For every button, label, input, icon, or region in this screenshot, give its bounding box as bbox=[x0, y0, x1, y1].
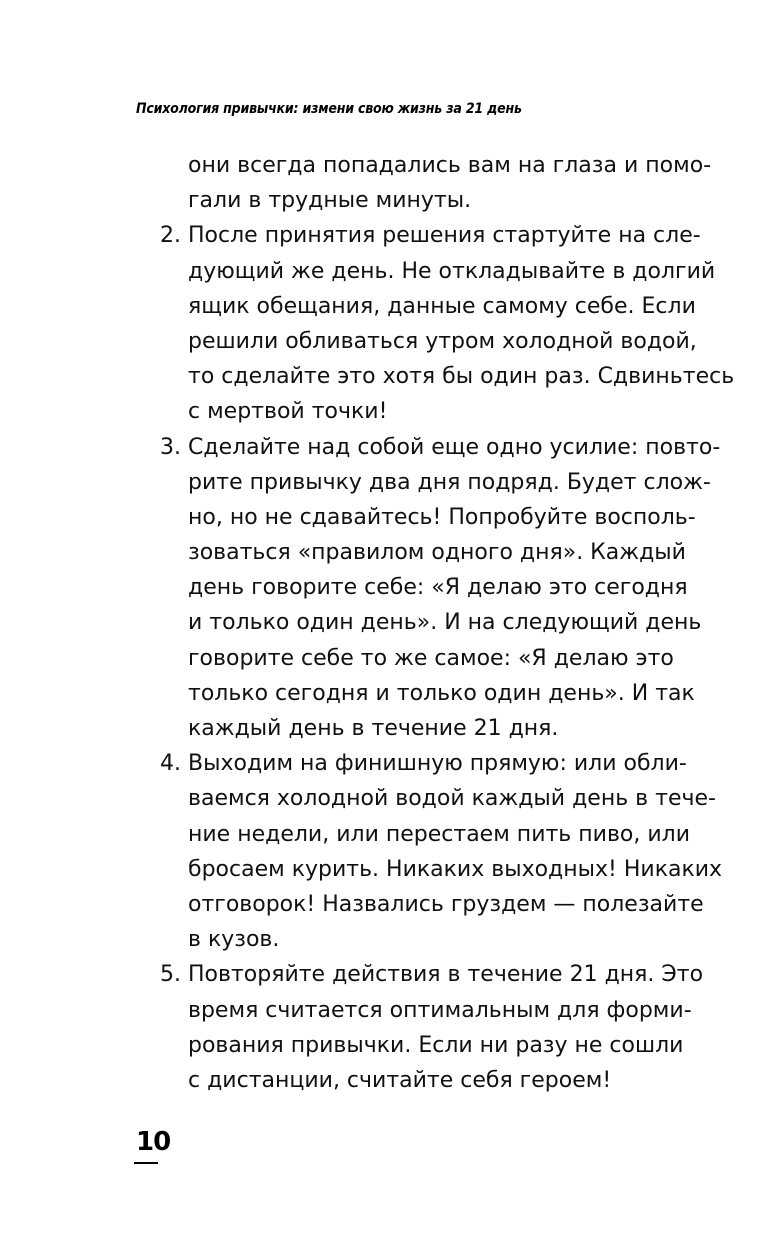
list-item-4 bbox=[140, 746, 723, 957]
list-item-number: 2. bbox=[160, 223, 181, 249]
text-line: Повторяйте действия в течение 21 дня. Это bbox=[188, 962, 704, 988]
text-line: день говорите себе: «Я делаю это сегодня bbox=[188, 575, 688, 601]
continuation-paragraph bbox=[188, 148, 712, 218]
text-line: бросаем курить. Никаких выходных! Никаких bbox=[188, 856, 723, 882]
text-line: рования привычки. Если ни разу не сошли bbox=[188, 1032, 684, 1058]
list-item-number: 5. bbox=[160, 962, 181, 988]
text-line: то сделайте это хотя бы один раз. Сдвиньтесь bbox=[188, 364, 735, 390]
text-line: они всегда попадались вам на глаза и помо- bbox=[188, 153, 712, 178]
text-line: и только один день». И на следующий день bbox=[188, 610, 702, 636]
list-item-text bbox=[188, 218, 735, 429]
text-line: Выходим на финишную прямую: или обли- bbox=[188, 751, 687, 777]
page-body bbox=[140, 148, 735, 1098]
text-line: зоваться «правилом одного дня». Каждый bbox=[188, 540, 686, 566]
text-line: время считается оптимальным для форми- bbox=[188, 997, 692, 1023]
text-line: говорите себе то же самое: «Я делаю это bbox=[188, 645, 674, 671]
list-item-2 bbox=[140, 218, 735, 429]
text-line: ние недели, или перестаем пить пиво, или bbox=[188, 821, 691, 847]
text-line: решили обливаться утром холодной водой, bbox=[188, 328, 697, 354]
text-line: с мертвой точки! bbox=[188, 399, 388, 425]
text-line: с дистанции, считайте себя героем! bbox=[188, 1067, 612, 1093]
list-item-text bbox=[188, 957, 704, 1098]
text-line: Сделайте над собой еще одно усилие: повто- bbox=[188, 434, 721, 460]
text-line: в кузов. bbox=[188, 927, 280, 953]
list-item-number: 4. bbox=[160, 751, 181, 777]
text-line: гали в трудные минуты. bbox=[188, 188, 472, 214]
list-item-number: 3. bbox=[160, 434, 181, 460]
text-line: ваемся холодной водой каждый день в тече- bbox=[188, 786, 716, 812]
list-item-3 bbox=[140, 430, 721, 747]
page-number-rule bbox=[134, 1162, 158, 1164]
list-item-text bbox=[188, 746, 723, 957]
text-line: рите привычку два дня подряд. Будет слож- bbox=[188, 469, 711, 495]
text-line: дующий же день. Не откладывайте в долгий bbox=[188, 258, 716, 284]
text-line: ящик обещания, данные самому себе. Если bbox=[188, 293, 696, 319]
text-line: но, но не сдавайтесь! Попробуйте восполь- bbox=[188, 504, 696, 530]
page-number: 10 bbox=[136, 1127, 171, 1157]
text-line: отговорок! Назвались груздем — полезайте bbox=[188, 891, 704, 917]
running-header: Психология привычки: измени свою жизнь за 21 день bbox=[136, 101, 522, 117]
text-line: После принятия решения стартуйте на сле- bbox=[188, 223, 701, 249]
list-item-5 bbox=[140, 957, 704, 1098]
text-line: только сегодня и только один день». И так bbox=[188, 680, 695, 706]
text-line: каждый день в течение 21 дня. bbox=[188, 716, 559, 741]
list-item-text bbox=[188, 430, 721, 747]
